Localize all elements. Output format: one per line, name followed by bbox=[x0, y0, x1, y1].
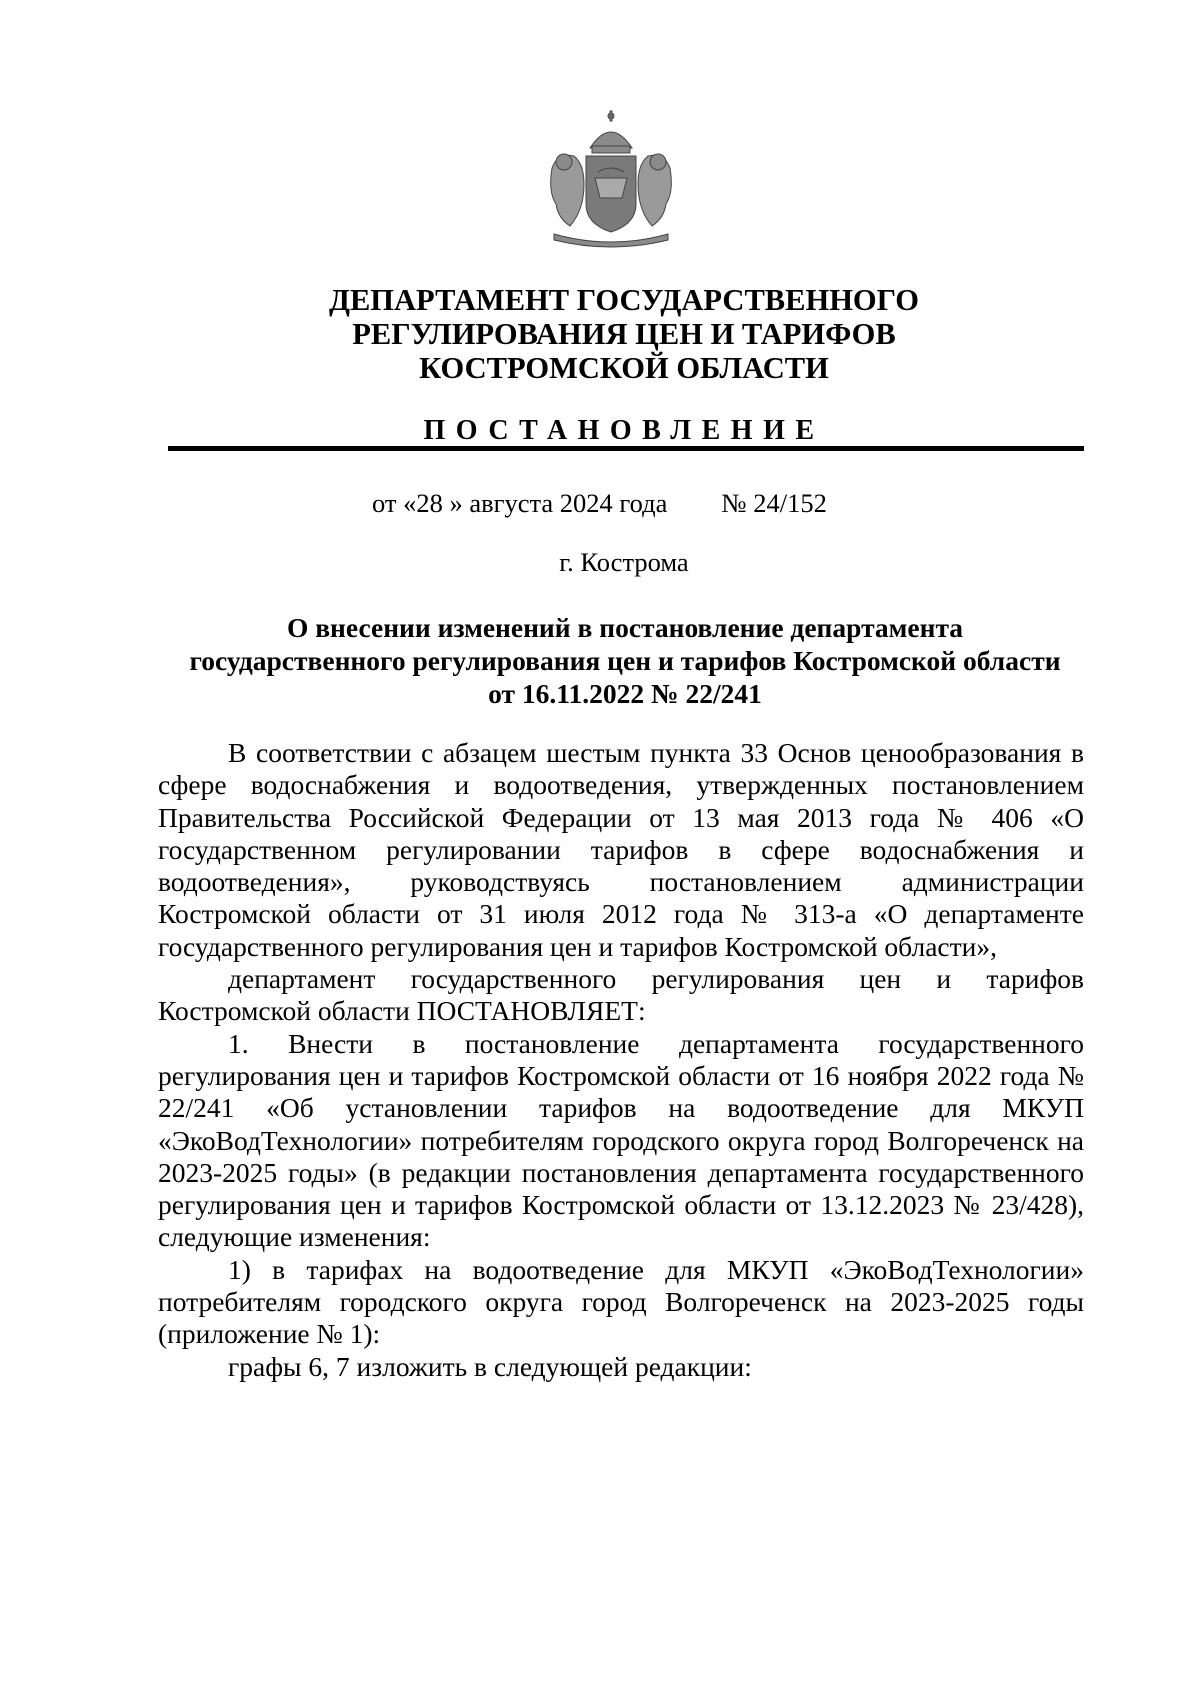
subject-line-2: государственного регулирования цен и тарифов Костромской области bbox=[189, 645, 1061, 676]
org-line-2: РЕГУЛИРОВАНИЯ ЦЕН И ТАРИФОВ bbox=[352, 317, 896, 351]
subject-line-1: О внесении изменений в постановление департамента bbox=[286, 612, 964, 643]
org-line-3: КОСТРОМСКОЙ ОБЛАСТИ bbox=[419, 351, 829, 385]
subject-line-3: от 16.11.2022 № 22/241 bbox=[488, 678, 762, 709]
document-date: от «28 » августа 2024 года bbox=[372, 488, 668, 518]
paragraph-resolves: департамент государственного регулирования цен и тарифов Костромской области ПОСТАНОВЛЯЕТ: bbox=[158, 963, 1084, 1027]
paragraph-subitem-1: 1) в тарифах на водоотведение для МКУП «ЭкоВодТехнологии» потребителям городского округа город Волгореченск на 2023-2025 годы (приложение № 1): bbox=[158, 1253, 1084, 1350]
header-rule bbox=[168, 446, 1084, 451]
org-line-1: ДЕПАРТАМЕНТ ГОСУДАРСТВЕННОГО bbox=[328, 283, 920, 317]
document-number: № 24/152 bbox=[721, 488, 827, 518]
document-body bbox=[158, 737, 1084, 1383]
coat-of-arms-icon bbox=[540, 108, 682, 248]
date-line bbox=[372, 488, 827, 518]
document-subject bbox=[150, 611, 1100, 710]
paragraph-preamble: В соответствии с абзацем шестым пункта 33 Основ ценообразования в сфере водоснабжения и водоотведения, утвержденных постановлением Правительства Российской Федерации от 13 мая 2013 года № 406 «О государственном регулировании тарифов в сфере водоснабжения и водоотведения», руководствуясь постановлением администрации Костромской области от 31 июля 2012 года № 313-а «О департаменте государственного регулирования цен и тарифов Костромской области», bbox=[158, 737, 1084, 962]
paragraph-item-1: 1. Внести в постановление департамента государственного регулирования цен и тарифов Костромской области от 16 ноября 2022 года № 22/241 «Об установлении тарифов на водоотведение для МКУП «ЭкоВодТехнологии» потребителям городского округа город Волгореченск на 2023-2025 годы» (в редакции постановления департамента государственного регулирования цен и тарифов Костромской области от 13.12.2023 № 23/428), следующие изменения: bbox=[158, 1027, 1084, 1253]
organization-name bbox=[160, 283, 1088, 385]
paragraph-columns: графы 6, 7 изложить в следующей редакции: bbox=[228, 1350, 752, 1382]
document-city: г. Кострома bbox=[559, 547, 689, 577]
document-type: ПОСТАНОВЛЕНИЕ bbox=[423, 415, 825, 446]
